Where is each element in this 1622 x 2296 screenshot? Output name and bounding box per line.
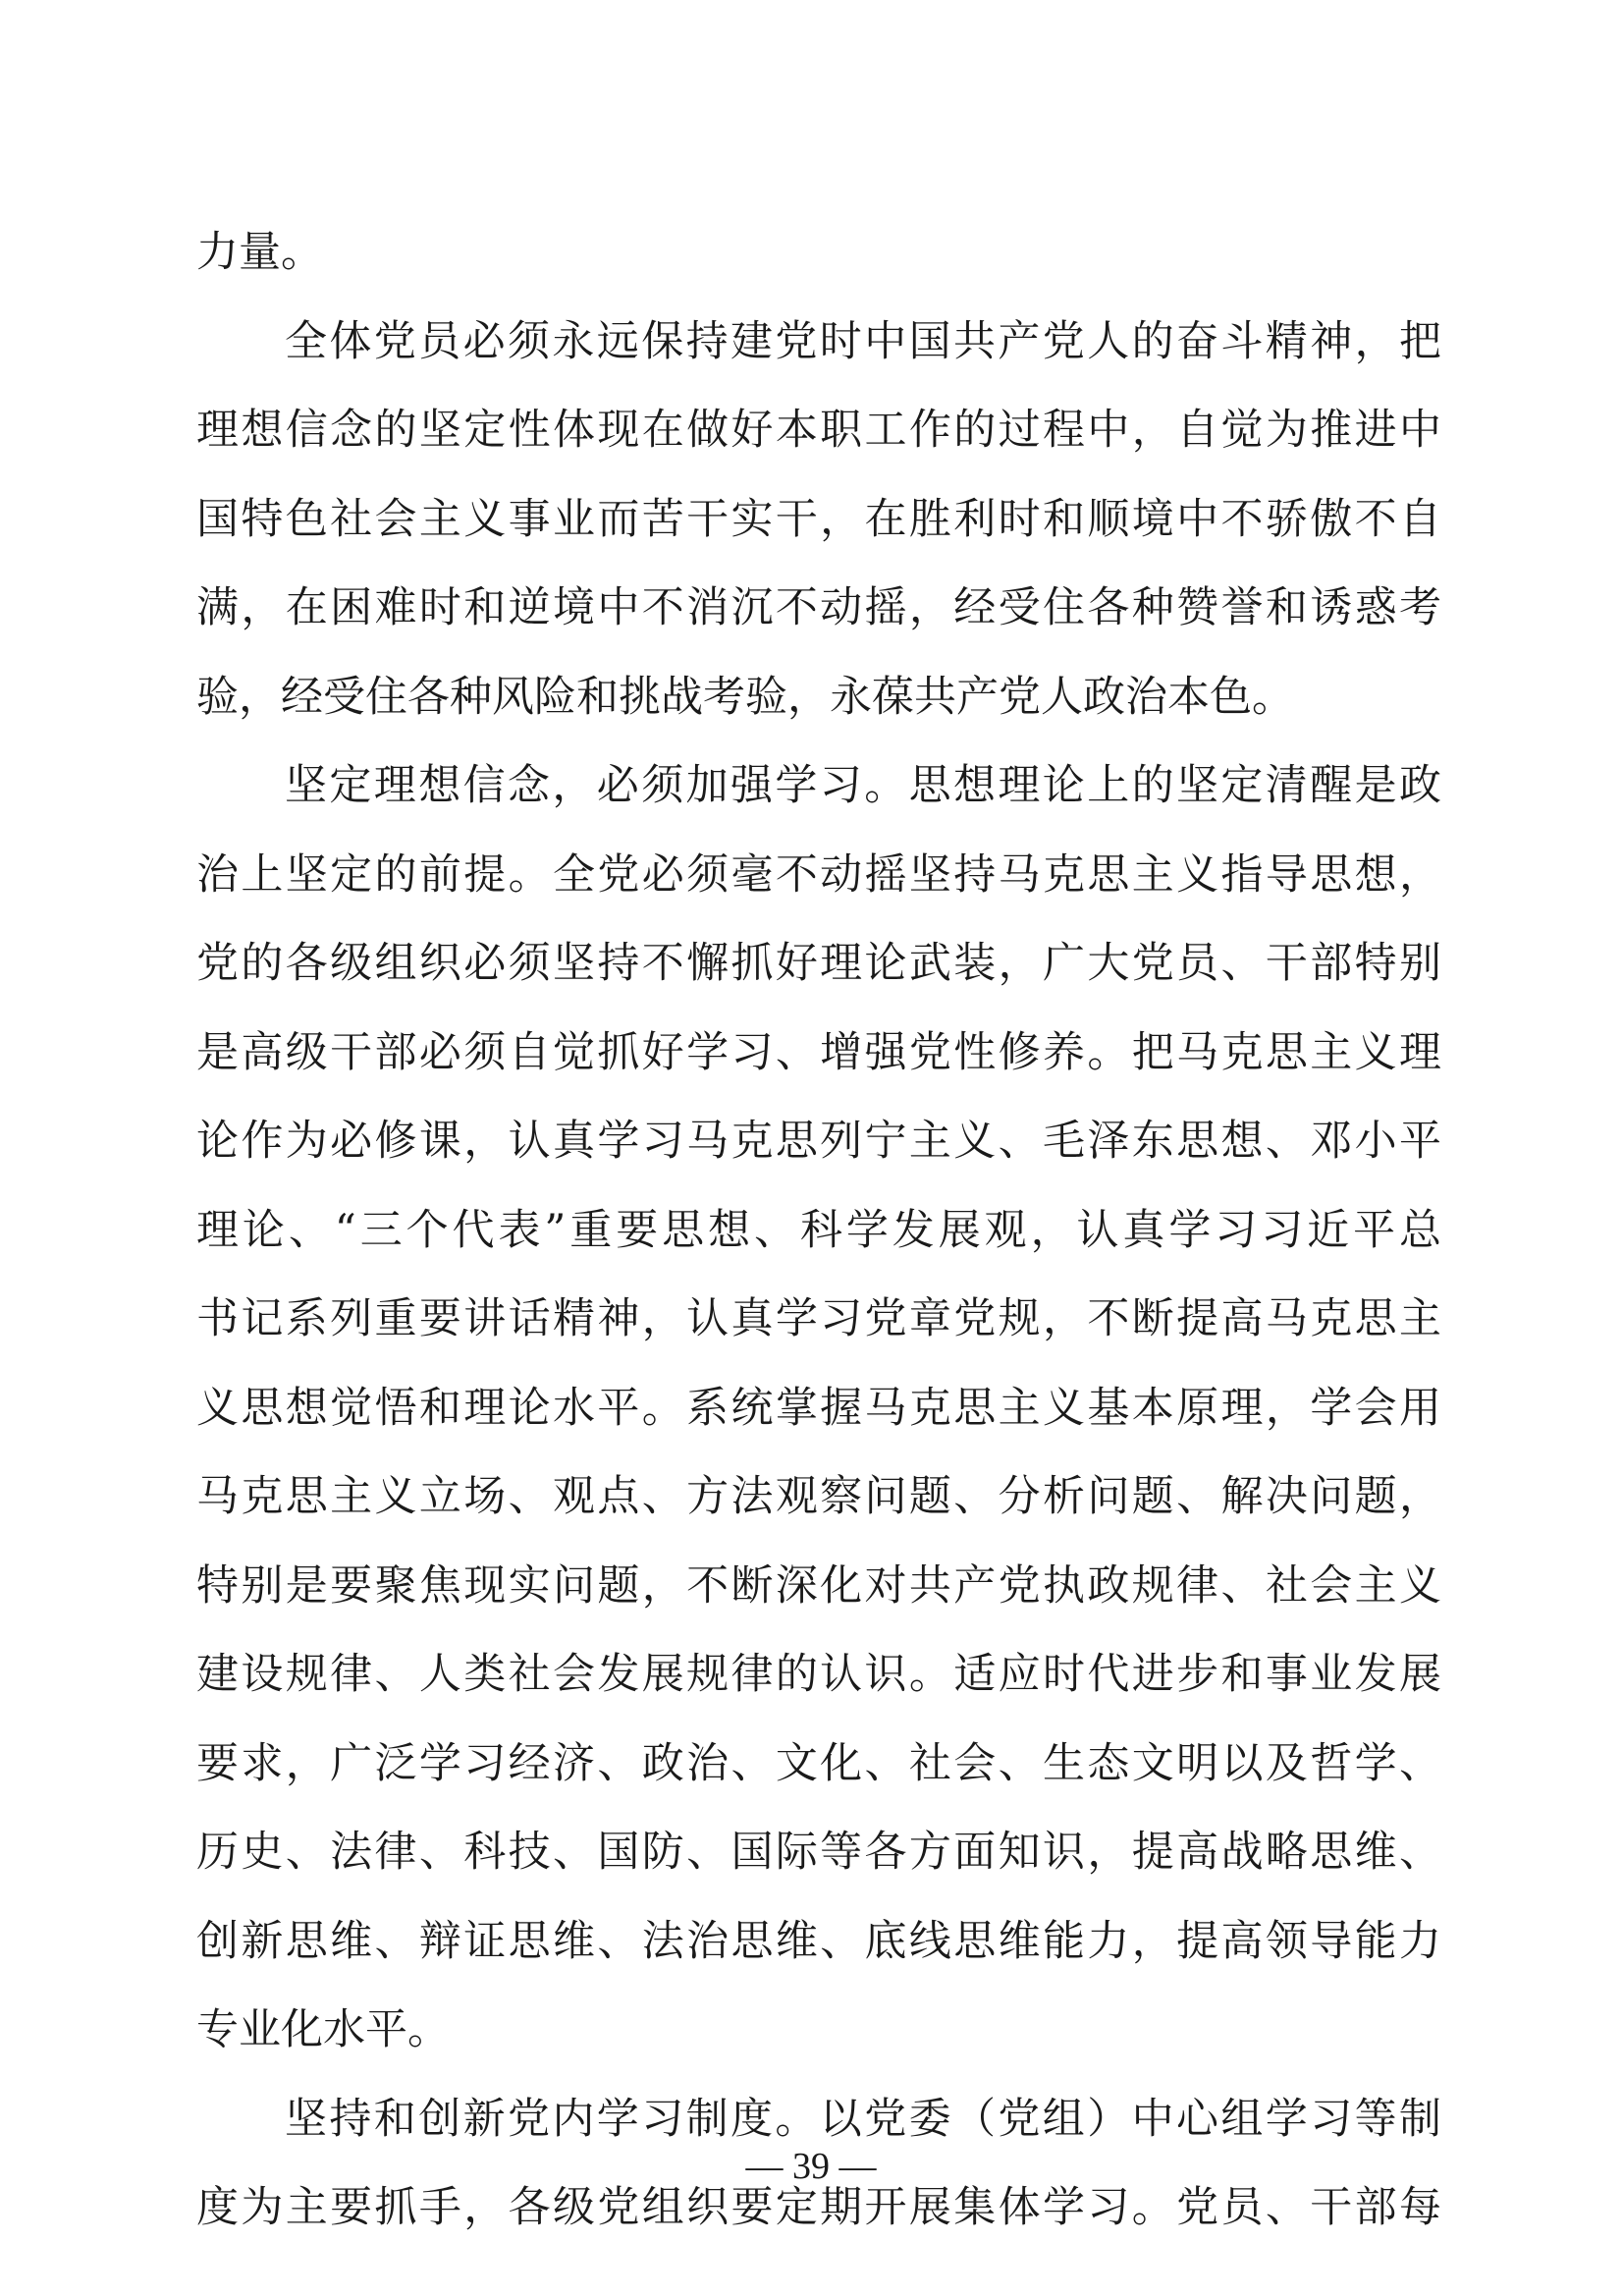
- text-line: 度为主要抓手，各级党组织要定期开展集体学习。党员、干部每: [196, 2183, 1441, 2232]
- text-line: 特别是要聚焦现实问题，不断深化对共产党执政规律、社会主义: [196, 1560, 1441, 1611]
- text-line: 专业化水平。: [196, 2005, 450, 2054]
- text-line: 建设规律、人类社会发展规律的认识。适应时代进步和事业发展: [196, 1650, 1441, 1699]
- text-line: 理论、“三个代表”重要思想、科学发展观，认真学习习近平总: [196, 1205, 1441, 1255]
- text-line: 力量。: [196, 228, 323, 277]
- text-line: 历史、法律、科技、国防、国际等各方面知识，提高战略思维、: [196, 1828, 1441, 1877]
- text-line: 理想信念的坚定性体现在做好本职工作的过程中，自觉为推进中: [196, 406, 1441, 455]
- text-line: 书记系列重要讲话精神，认真学习党章党规，不断提高马克思主: [196, 1294, 1441, 1343]
- text-line: 是高级干部必须自觉抓好学习、增强党性修养。把马克思主义理: [196, 1027, 1441, 1077]
- text-line: 党的各级组织必须坚持不懈抓好理论武装，广大党员、干部特别: [196, 939, 1441, 988]
- paragraph-first-line: 全体党员必须永远保持建党时中国共产党人的奋斗精神，把: [285, 316, 1441, 366]
- text-line: 论作为必修课，认真学习马克思列宁主义、毛泽东思想、邓小平: [196, 1117, 1441, 1166]
- paragraph-first-line: 坚定理想信念，必须加强学习。思想理论上的坚定清醒是政: [285, 761, 1441, 810]
- body-text: [196, 208, 1441, 2253]
- text-line: 要求，广泛学习经济、政治、文化、社会、生态文明以及哲学、: [196, 1738, 1441, 1788]
- text-line: 治上坚定的前提。全党必须毫不动摇坚持马克思主义指导思想，: [196, 849, 1441, 900]
- text-line: 创新思维、辩证思维、法治思维、底线思维能力，提高领导能力: [196, 1916, 1441, 1966]
- text-line: 国特色社会主义事业而苦干实干，在胜利时和顺境中不骄傲不自: [196, 494, 1441, 544]
- page-number: — 39 —: [745, 2146, 877, 2187]
- text-line: 满，在困难时和逆境中不消沉不动摇，经受住各种赞誉和诱惑考: [196, 583, 1441, 632]
- text-line: 验，经受住各种风险和挑战考验，永葆共产党人政治本色。: [196, 672, 1294, 722]
- text-line: 马克思主义立场、观点、方法观察问题、分析问题、解决问题，: [196, 1472, 1441, 1521]
- text-line: 义思想觉悟和理论水平。系统掌握马克思主义基本原理，学会用: [196, 1383, 1441, 1433]
- paragraph-first-line: 坚持和创新党内学习制度。以党委（党组）中心组学习等制: [285, 2094, 1441, 2144]
